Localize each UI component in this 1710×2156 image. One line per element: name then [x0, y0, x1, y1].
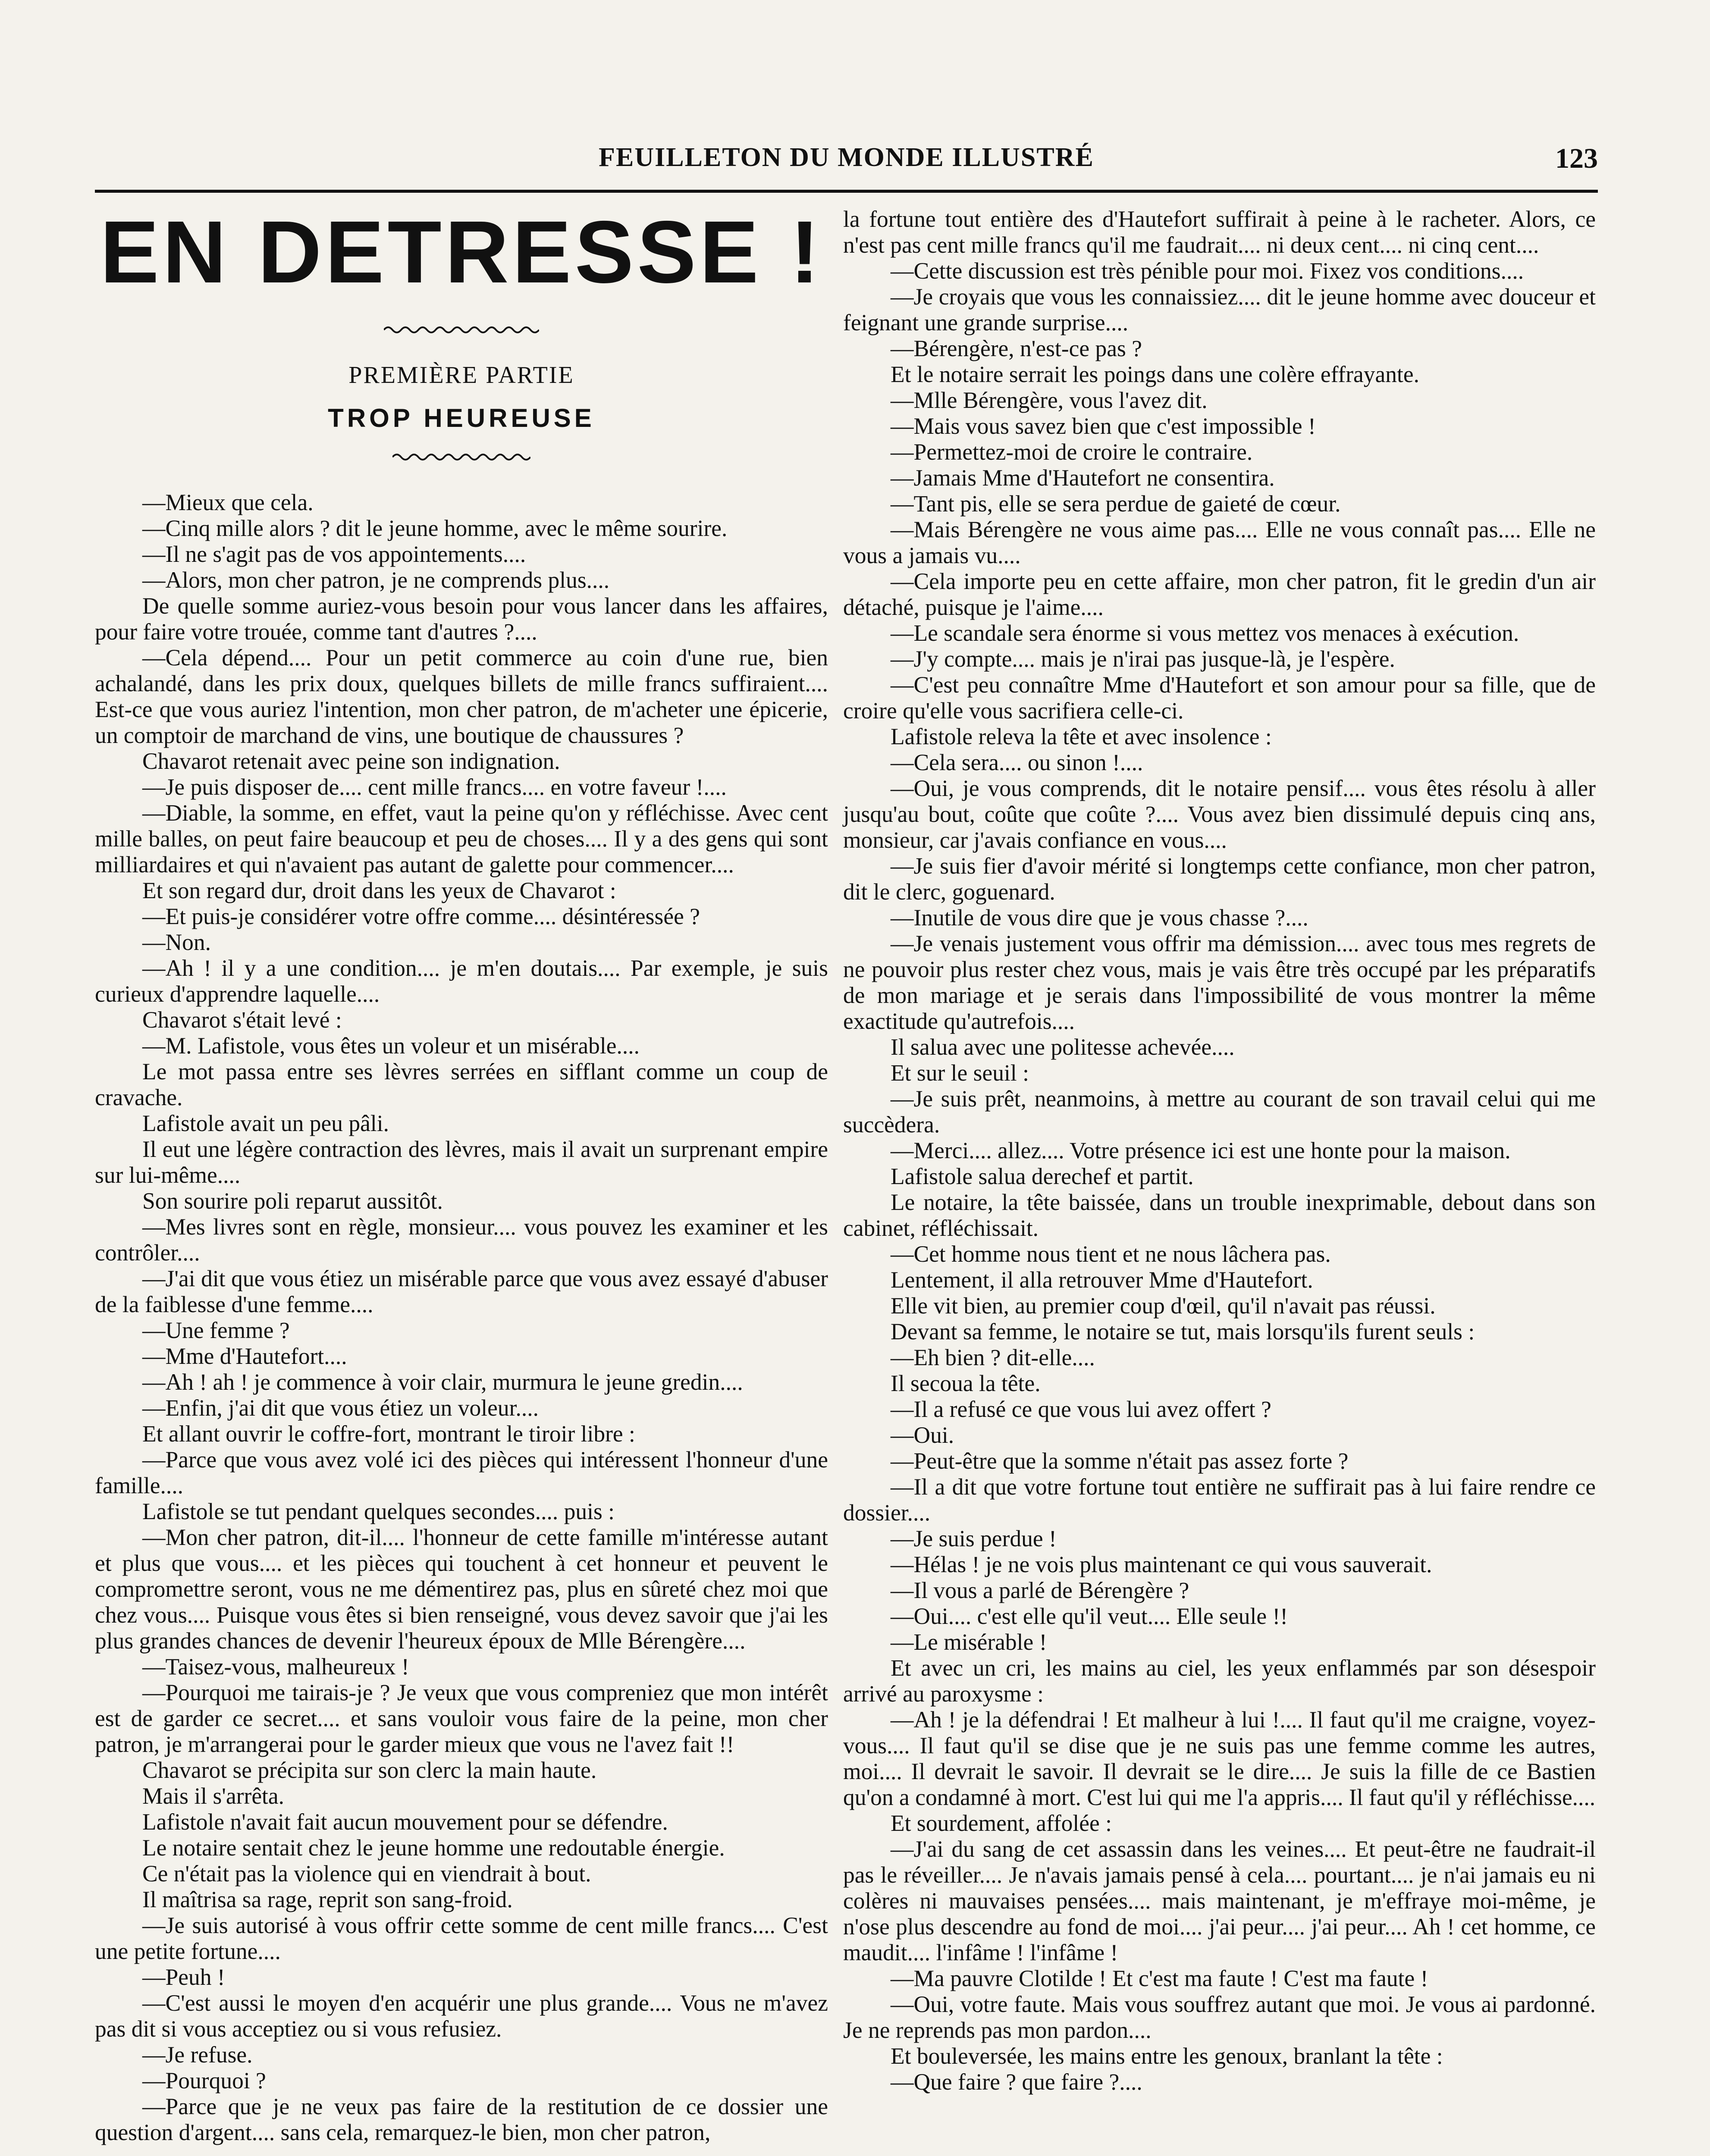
paragraph: Il secoua la tête.	[891, 1370, 1041, 1396]
paragraph: —C'est aussi le moyen d'en acquérir une plus grande.... Vous ne m'avez pas dit si vous acceptiez ou si vous refusiez.	[95, 1990, 828, 2042]
paragraph: —Pourquoi ?	[142, 2068, 266, 2093]
paragraph: —Oui.... c'est elle qu'il veut.... Elle seule !!	[891, 1603, 1288, 1629]
story-title: EN DETRESSE !	[100, 203, 823, 301]
paragraph: —Ah ! il y a une condition.... je m'en doutais.... Par exemple, je suis curieux d'apprendre laquelle....	[95, 955, 828, 1007]
paragraph: Et sourdement, affolée :	[891, 1810, 1112, 1836]
paragraph: Et avec un cri, les mains au ciel, les yeux enflammés par son désespoir arrivé au paroxysme :	[843, 1655, 1596, 1707]
paragraph: —Eh bien ? dit-elle....	[891, 1344, 1095, 1370]
paragraph: Mais il s'arrêta.	[142, 1783, 285, 1809]
paragraph: —Je croyais que vous les connaissiez.... dit le jeune homme avec douceur et feignant une grande surprise....	[843, 284, 1596, 335]
paragraph: Et bouleversée, les mains entre les genoux, branlant la tête :	[891, 2043, 1443, 2069]
paragraph: —Mme d'Hautefort....	[142, 1343, 347, 1369]
paragraph: Chavarot se précipita sur son clerc la main haute.	[142, 1757, 597, 1783]
paragraph: —Mon cher patron, dit-il.... l'honneur de cette famille m'intéresse autant et plus que vous.... et les pièces qui touchent à cet honneur et peuvent le compromettre seront, vous ne me démentirez pas, plus en sûreté chez moi que chez vous.... Puisque vous êtes si bien renseigné, vous devez savoir que j'ai les plus grandes chances de devenir l'heureux époux de Mlle Bérengère....	[95, 1524, 828, 1654]
paragraph: —Parce que je ne veux pas faire de la restitution de ce dossier une question d'argent.... sans cela, remarquez-le bien, mon cher patron,	[95, 2093, 828, 2145]
paragraph: —Je suis perdue !	[891, 1526, 1057, 1551]
paragraph: —Une femme ?	[142, 1317, 290, 1343]
paragraph: Le mot passa entre ses lèvres serrées en sifflant comme un coup de cravache.	[95, 1059, 828, 1110]
paragraph: —Merci.... allez.... Votre présence ici est une honte pour la maison.	[891, 1138, 1511, 1163]
wavy-ornament-bottom	[392, 451, 530, 464]
paragraph: Le notaire, la tête baissée, dans un trouble inexprimable, debout dans son cabinet, réfléchissait.	[843, 1189, 1596, 1241]
paragraph: —Je suis prêt, neanmoins, à mettre au courant de son travail celui qui me succèdera.	[843, 1086, 1596, 1138]
paragraph: —Cinq mille alors ? dit le jeune homme, avec le même sourire.	[142, 515, 728, 541]
chapter-title: TROP HEUREUSE	[328, 404, 595, 432]
paragraph: —Mes livres sont en règle, monsieur.... vous pouvez les examiner et les contrôler....	[95, 1214, 828, 1266]
paragraph: —J'ai dit que vous étiez un misérable parce que vous avez essayé d'abuser de la faiblesse d'une femme....	[95, 1266, 828, 1317]
paragraph: Il salua avec une politesse achevée....	[891, 1034, 1235, 1060]
paragraph: —Il ne s'agit pas de vos appointements....	[142, 541, 526, 567]
left-column-text	[95, 489, 828, 2145]
left-column	[95, 203, 828, 2145]
paragraph: —Oui, votre faute. Mais vous souffrez autant que moi. Je vous ai pardonné. Je ne reprends pas mon pardon....	[843, 1991, 1596, 2043]
paragraph: Ce n'était pas la violence qui en viendrait à bout.	[142, 1861, 591, 1887]
paragraph: —Je suis autorisé à vous offrir cette somme de cent mille francs.... C'est une petite fortune....	[95, 1912, 828, 1964]
part-title: PREMIÈRE PARTIE	[348, 362, 574, 389]
wavy-ornament-top	[384, 323, 539, 336]
paragraph: —Cela dépend.... Pour un petit commerce au coin d'une rue, bien achalandé, dans les prix doux, quelques billets de mille francs suffiraient.... Est-ce que vous auriez l'intention, mon cher patron, de m'acheter une épicerie, un comptoir de marchand de vins, une boutique de chaussures ?	[95, 645, 828, 748]
paragraph: —Mais vous savez bien que c'est impossible !	[891, 413, 1316, 439]
paragraph: —Que faire ? que faire ?....	[891, 2069, 1142, 2095]
paragraph: Chavarot retenait avec peine son indignation.	[142, 748, 560, 774]
paragraph: —Bérengère, n'est-ce pas ?	[891, 335, 1142, 361]
paragraph: —Cela sera.... ou sinon !....	[891, 749, 1143, 775]
paragraph: —Hélas ! je ne vois plus maintenant ce qui vous sauverait.	[891, 1551, 1432, 1577]
paragraph: —Inutile de vous dire que je vous chasse ?....	[891, 905, 1308, 931]
paragraph: la fortune tout entière des d'Hautefort suffirait à peine à le racheter. Alors, ce n'est pas cent mille francs qu'il me faudrait.... ni deux cent.... ni cinq cent....	[843, 206, 1596, 258]
paragraph: —M. Lafistole, vous êtes un voleur et un misérable....	[142, 1033, 640, 1059]
paragraph: Lafistole n'avait fait aucun mouvement pour se défendre.	[142, 1809, 668, 1835]
paragraph: —Le scandale sera énorme si vous mettez vos menaces à exécution.	[891, 620, 1519, 646]
right-column-text	[843, 206, 1596, 2095]
paragraph: —Taisez-vous, malheureux !	[142, 1654, 409, 1680]
paragraph: —Mlle Bérengère, vous l'avez dit.	[891, 387, 1208, 413]
paragraph: Lafistole se tut pendant quelques secondes.... puis :	[142, 1498, 615, 1524]
paragraph: —Je puis disposer de.... cent mille francs.... en votre faveur !....	[142, 774, 727, 800]
paragraph: —Non.	[142, 929, 211, 955]
paragraph: Et le notaire serrait les poings dans une colère effrayante.	[891, 361, 1420, 387]
paragraph: —Je venais justement vous offrir ma démission.... avec tous mes regrets de ne pouvoir plus rester chez vous, mais je vais être très occupé par les préparatifs de mon mariage et je serais dans l'impossibilité de vous montrer la même exactitude qu'autrefois....	[843, 931, 1596, 1034]
paragraph: —Peut-être que la somme n'était pas assez forte ?	[891, 1448, 1349, 1474]
paragraph: —Cela importe peu en cette affaire, mon cher patron, fit le gredin d'un air détaché, puisque je l'aime....	[843, 568, 1596, 620]
paragraph: —Oui, je vous comprends, dit le notaire pensif.... vous êtes résolu à aller jusqu'au bout, coûte que coûte ?.... Vous avez bien dissimulé depuis cinq ans, monsieur, car j'avais confiance en vous....	[843, 775, 1596, 853]
paragraph: Lentement, il alla retrouver Mme d'Hautefort.	[891, 1267, 1313, 1293]
paragraph: Il maîtrisa sa rage, reprit son sang-froid.	[142, 1887, 513, 1912]
paragraph: —Il a dit que votre fortune tout entière ne suffirait pas à lui faire rendre ce dossier....	[843, 1474, 1596, 1526]
paragraph: Et son regard dur, droit dans les yeux de Chavarot :	[142, 877, 616, 903]
paragraph: —Tant pis, elle se sera perdue de gaieté de cœur.	[891, 491, 1341, 517]
paragraph: Lafistole avait un peu pâli.	[142, 1110, 389, 1136]
paragraph: Son sourire poli reparut aussitôt.	[142, 1188, 443, 1214]
paragraph: Chavarot s'était levé :	[142, 1007, 342, 1033]
paragraph: Il eut une légère contraction des lèvres, mais il avait un surprenant empire sur lui-même....	[95, 1136, 828, 1188]
paragraph: —Diable, la somme, en effet, vaut la peine qu'on y réfléchisse. Avec cent mille balles, on peut faire beaucoup et peu de choses.... Il y a des gens qui sont milliardaires et qui n'avaient pas autant de galette pour commencer....	[95, 800, 828, 877]
paragraph: Et allant ouvrir le coffre-fort, montrant le tiroir libre :	[142, 1421, 635, 1447]
paragraph: Lafistole releva la tête et avec insolence :	[891, 724, 1272, 749]
paragraph: —Pourquoi me tairais-je ? Je veux que vous compreniez que mon intérêt est de garder ce secret.... et sans vouloir vous faire de la peine, mon cher patron, je m'arrangerai pour le garder mieux que vous ne l'avez fait !!	[95, 1680, 828, 1757]
paragraph: Elle vit bien, au premier coup d'œil, qu'il n'avait pas réussi.	[891, 1293, 1436, 1319]
paragraph: —Peuh !	[142, 1964, 225, 1990]
paragraph: —Permettez-moi de croire le contraire.	[891, 439, 1253, 465]
paragraph: —Oui.	[891, 1422, 954, 1448]
paragraph: —Mieux que cela.	[142, 489, 314, 515]
paragraph: Et sur le seuil :	[891, 1060, 1029, 1086]
paragraph: —Et puis-je considérer votre offre comme.... désintéressée ?	[142, 903, 700, 929]
paragraph: —Il vous a parlé de Bérengère ?	[891, 1577, 1189, 1603]
paragraph: —Ma pauvre Clotilde ! Et c'est ma faute ! C'est ma faute !	[891, 1965, 1428, 1991]
paragraph: —Le misérable !	[891, 1629, 1047, 1655]
paragraph: —Ah ! ah ! je commence à voir clair, murmura le jeune gredin....	[142, 1369, 743, 1395]
running-head	[95, 142, 1598, 193]
paragraph: —Ah ! je la défendrai ! Et malheur à lui !.... Il faut qu'il me craigne, voyez-vous.... Il faut qu'il se dise que je ne suis pas une femme comme les autres, moi.... Il devrait le savoir. Il devrait se le dire.... Je suis la fille de ce Bastien qu'on a condamné à mort. C'est lui qui me l'a appris.... Il faut qu'il y réfléchisse....	[843, 1707, 1596, 1810]
paragraph: —Mais Bérengère ne vous aime pas.... Elle ne vous connaît pas.... Elle ne vous a jamais vu....	[843, 517, 1596, 568]
paragraph: —Jamais Mme d'Hautefort ne consentira.	[891, 465, 1275, 491]
page-number: 123	[1555, 143, 1598, 174]
paragraph: —Il a refusé ce que vous lui avez offert ?	[891, 1396, 1271, 1422]
paragraph: Devant sa femme, le notaire se tut, mais lorsqu'ils furent seuls :	[891, 1319, 1475, 1344]
running-title: FEUILLETON DU MONDE ILLUSTRÉ	[599, 143, 1094, 172]
paragraph: —C'est peu connaître Mme d'Hautefort et son amour pour sa fille, que de croire qu'elle vous sacrifiera celle-ci.	[843, 672, 1596, 724]
paragraph: —Je refuse.	[142, 2042, 253, 2068]
paragraph: De quelle somme auriez-vous besoin pour vous lancer dans les affaires, pour faire votre trouée, comme tant d'autres ?....	[95, 593, 828, 645]
paragraph: —Alors, mon cher patron, je ne comprends plus....	[142, 567, 610, 593]
paragraph: —Cette discussion est très pénible pour moi. Fixez vos conditions....	[891, 258, 1524, 284]
paragraph: —Cet homme nous tient et ne nous lâchera pas.	[891, 1241, 1331, 1267]
paragraph: —Enfin, j'ai dit que vous étiez un voleur....	[142, 1395, 539, 1421]
paragraph: Le notaire sentait chez le jeune homme une redoutable énergie.	[142, 1835, 725, 1861]
paragraph: —Parce que vous avez volé ici des pièces qui intéressent l'honneur d'une famille....	[95, 1447, 828, 1498]
paragraph: —Je suis fier d'avoir mérité si longtemps cette confiance, mon cher patron, dit le clerc, goguenard.	[843, 853, 1596, 905]
paragraph: —J'y compte.... mais je n'irai pas jusque-là, je l'espère.	[891, 646, 1395, 672]
paragraph: —J'ai du sang de cet assassin dans les veines.... Et peut-être ne faudrait-il pas le réveiller.... Je n'avais jamais pensé à cela.... pourtant.... je n'ai jamais eu ni colères ni mauvaises pensées.... mais maintenant, je m'effraye moi-même, je n'ose plus descendre au fond de moi.... j'ai peur.... j'ai peur.... Ah ! cet homme, ce maudit.... l'infâme ! l'infâme !	[843, 1836, 1596, 1965]
paragraph: Lafistole salua derechef et partit.	[891, 1163, 1194, 1189]
